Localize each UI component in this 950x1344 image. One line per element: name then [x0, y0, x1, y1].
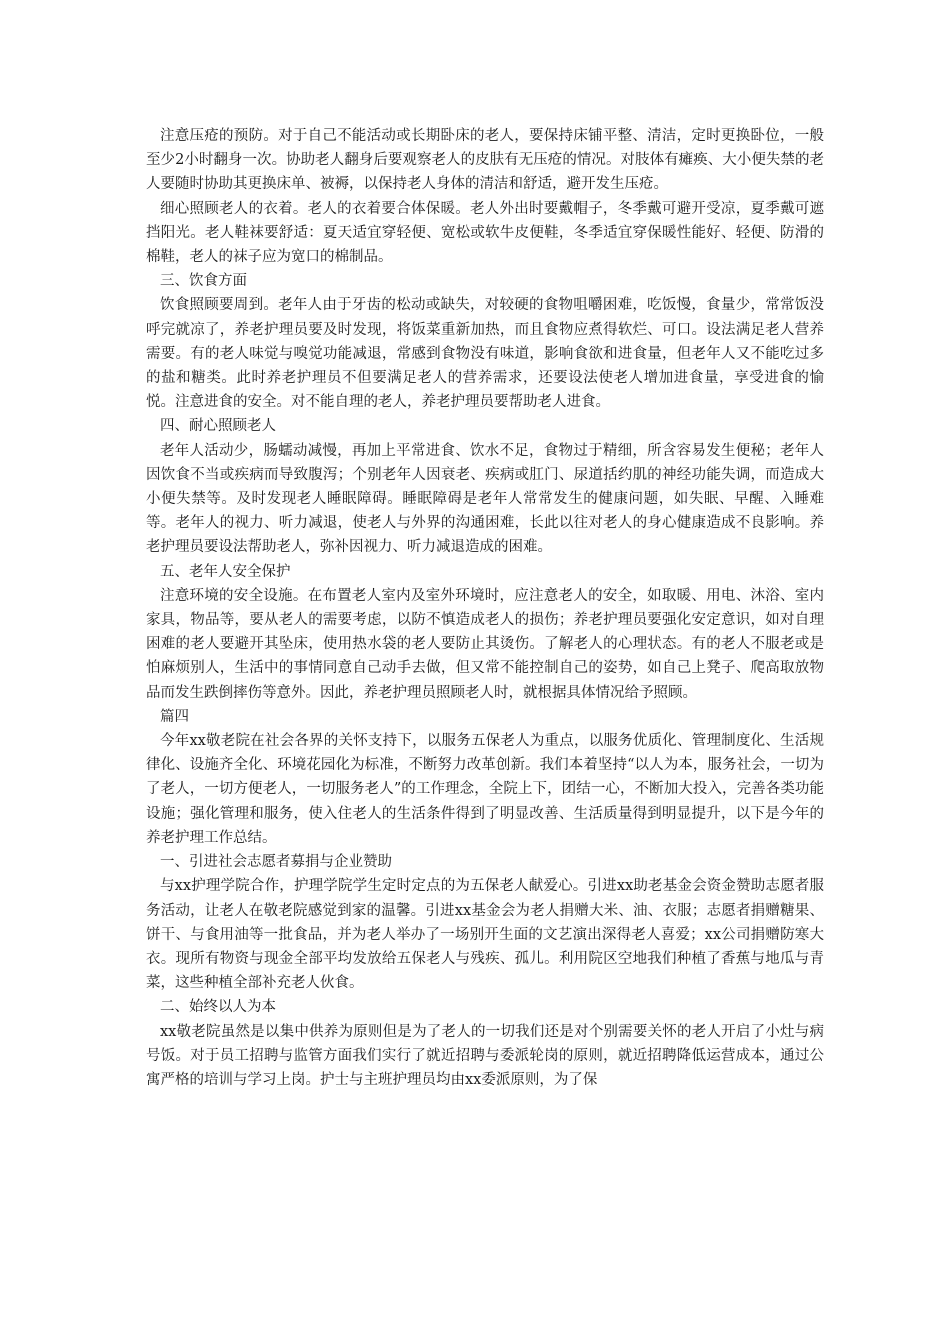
heading-patient-care: 四、耐心照顾老人 [160, 418, 276, 435]
heading-people-oriented: 二、始终以人为本 [160, 999, 276, 1016]
paragraph-safety: 注意环境的安全设施。在布置老人室内及室外环境时，应注意老人的安全，如取暖、用电、沐浴、室内家具，物品等，要从老人的需要考虑，以防不慎造成老人的损伤；养老护理员要强化安定意识，如对自理困难的老人要避开其坠床，使用热水袋的老人要防止其烫伤。了解老人的心理状态。有的老人不服老或是怕麻烦别人，生活中的事情同意自己动手去做，但又常不能控制自己的姿势，如自己上凳子、爬高取放物品而发生跌倒摔伤等意外。因此，养老护理员照顾老人时，就根据具体情况给予照顾。 [146, 587, 824, 701]
document-body [146, 124, 824, 1092]
heading-volunteers-sponsorship: 一、引进社会志愿者募捐与企业赞助 [160, 854, 392, 871]
paragraph-diet-care: 饮食照顾要周到。老年人由于牙齿的松动或缺失，对较硬的食物咀嚼困难，吃饭慢，食量少，常常饭没呼完就凉了，养老护理员要及时发现，将饭菜重新加热，而且食物应煮得软烂、可口。设法满足老人营养需要。有的老人味觉与嗅觉功能减退，常感到食物没有味道，影响食欲和进食量，但老年人又不能吃过多的盐和糖类。此时养老护理员不但要满足老人的营养需求，还要设法使老人增加进食量，享受进食的愉悦。注意进食的安全。对不能自理的老人，养老护理员要帮助老人进食。 [146, 297, 824, 411]
paragraph-annual-summary-intro: 今年xx敬老院在社会各界的关怀支持下，以服务五保老人为重点，以服务优质化、管理制度化、生活规律化、设施齐全化、环境花园化为标准，不断努力改革创新。我们本着坚持“以人为本，服务社会，一切为了老人，一切方便老人，一切服务老人”的工作理念，全院上下，团结一心，不断加大投入，完善各类功能设施；强化管理和服务，使入住老人的生活条件得到了明显改善、生活质量得到明显提升，以下是今年的养老护理工作总结。 [146, 733, 824, 846]
heading-safety: 五、老年人安全保护 [160, 563, 291, 580]
paragraph-people-oriented: xx敬老院虽然是以集中供养为原则但是为了老人的一切我们还是对个别需要关怀的老人开启了小灶与病号饭。对于员工招聘与监管方面我们实行了就近招聘与委派轮岗的原则，就近招聘降低运营成本，通过公寓严格的培训与学习上岗。护士与主班护理员均由xx委派原则，为了保 [146, 1023, 824, 1088]
paragraph-pressure-sore-prevention: 注意压疮的预防。对于自己不能活动或长期卧床的老人，要保持床铺平整、清洁，定时更换卧位，一般至少2小时翻身一次。协助老人翻身后要观察老人的皮肤有无压疮的情况。对肢体有瘫痪、大小便失禁的老人要随时协助其更换床单、被褥，以保持老人身体的清洁和舒适，避开发生压疮。 [146, 128, 824, 193]
paragraph-patient-care: 老年人活动少，肠蠕动减慢，再加上平常进食、饮水不足，食物过于精细，所含容易发生便秘；老年人因饮食不当或疾病而导致腹泻；个别老年人因衰老、疾病或肛门、尿道括约肌的神经功能失调，而造成大小便失禁等。及时发现老人睡眠障碍。睡眠障碍是老年人常常发生的健康问题，如失眠、早醒、入睡难等。老年人的视力、听力减退，使老人与外界的沟通困难，长此以往对老人的身心健康造成不良影响。养老护理员要设法帮助老人，弥补因视力、听力减退造成的困难。 [146, 442, 824, 556]
heading-diet: 三、饮食方面 [160, 273, 247, 290]
paragraph-volunteers-sponsorship: 与xx护理学院合作，护理学院学生定时定点的为五保老人献爱心。引进xx助老基金会资金赞助志愿者服务活动，让老人在敬老院感觉到家的温馨。引进xx基金会为老人捐赠大米、油、衣服；志愿者捐赠糖果、饼干、与食用油等一批食品，并为老人举办了一场别开生面的文艺演出深得老人喜爱；xx公司捐赠防寒大衣。现所有物资与现金全部平均发放给五保老人与残疾、孤儿。利用院区空地我们种植了香蕉与地瓜与青菜，这些种植全部补充老人伙食。 [146, 878, 824, 992]
heading-part-four: 篇四 [160, 708, 189, 725]
paragraph-clothing-care: 细心照顾老人的衣着。老人的衣着要合体保暖。老人外出时要戴帽子，冬季戴可避开受凉，夏季戴可遮挡阳光。老人鞋袜要舒适：夏天适宜穿轻便、宽松或软牛皮便鞋，冬季适宜穿保暖性能好、轻便、防滑的棉鞋，老人的袜子应为宽口的棉制品。 [146, 200, 824, 266]
